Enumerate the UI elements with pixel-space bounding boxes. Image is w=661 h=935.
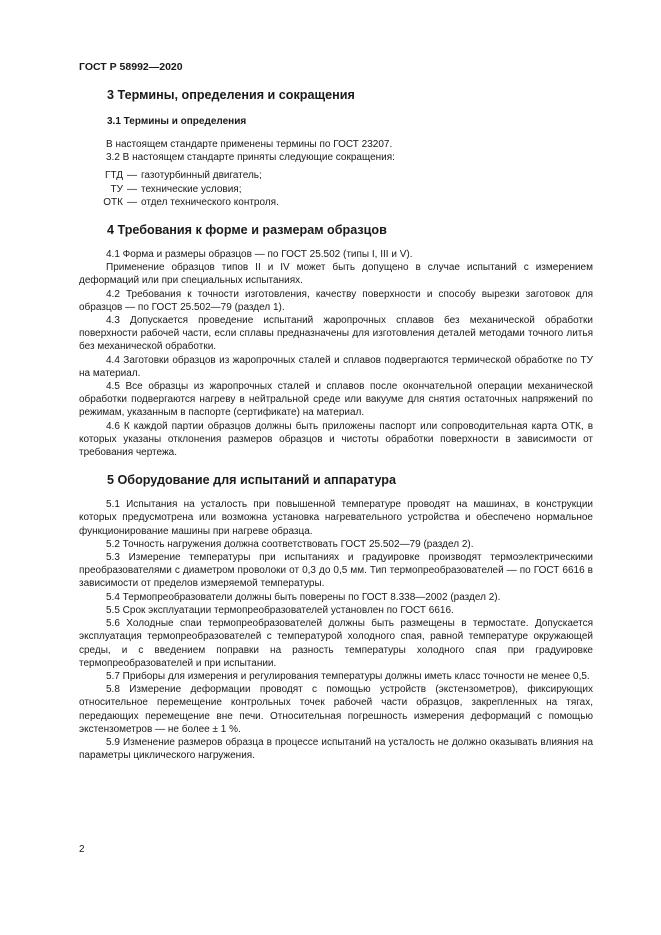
abbreviation-term: ГТД (105, 170, 123, 182)
paragraph: 4.5 Все образцы из жаропрочных сталей и сплавов после окончательной операции механической обработки подвергаются нагреву в нейтральной среде или вакууме для снятия остаточных напряжений по режимам, указанным в паспорте (сертификате) на материал. (79, 381, 593, 419)
paragraph: 5.5 Срок эксплуатации термопреобразователей установлен по ГОСТ 6616. (106, 604, 454, 616)
paragraph: 5.8 Измерение деформации проводят с помощью устройств (экстензометров), фиксирующих относительное перемещение контрольных точек рабочей части образцов, закрепленных на тягах, передающих перемещение вне печи. Относительная погрешность измерения деформаций с помощью экстензометров — не более ± 1 %. (79, 684, 593, 735)
paragraph: 4.6 К каждой партии образцов должны быть приложены паспорт или сопроводительная карта ОТК, в которых указаны отклонения размеров образцов и чистоты обработки поверхности в зависимости от требования чертежа. (79, 420, 593, 459)
abbreviation-row: ТУ — технические условия; (79, 183, 593, 196)
paragraph: Применение образцов типов II и IV может быть допущено в случае испытаний с измерением деформаций или при специальных испытаниях. (79, 262, 593, 287)
abbreviation-row: ОТК — отдел технического контроля. (79, 196, 593, 209)
paragraph: 4.2 Требования к точности изготовления, качеству поверхности и способу вырезки заготовок для образцов — по ГОСТ 25.502—79 (раздел 1). (79, 288, 593, 313)
paragraph: В настоящем стандарте применены термины по ГОСТ 23207. (106, 139, 393, 150)
abbreviation-term: ОТК (103, 196, 123, 208)
page-number: 2 (79, 844, 85, 855)
section-4-title: 4 Требования к форме и размерам образцов (107, 223, 387, 238)
paragraph: 5.3 Измерение температуры при испытаниях и градуировке производят термоэлектрическими преобразователями с диаметром проволоки от 0,3 до 0,5 мм. Тип термопреобразователей — по ГОСТ 6616 в зависимости от пределов измеряемой температуры. (79, 552, 593, 590)
paragraph: 4.4 Заготовки образцов из жаропрочных сталей и сплавов подвергаются термической обработке по ТУ на материал. (79, 354, 593, 379)
paragraph: 5.9 Изменение размеров образца в процессе испытаний на усталость не должно оказывать влияния на параметры циклического нагружения. (79, 736, 593, 762)
abbreviation-definition: технические условия; (141, 183, 242, 195)
abbreviation-row: ГТД — газотурбинный двигатель; (79, 169, 593, 182)
abbreviation-definition: газотурбинный двигатель; (141, 170, 262, 182)
section-3-title: 3 Термины, определения и сокращения (107, 88, 355, 102)
paragraph: 5.1 Испытания на усталость при повышенной температуре проводят на машинах, в конструкции которых предусмотрена или возможна установка нагревательного устройства и обеспечено нормальное функционирование машины при нагреве образца. (79, 499, 593, 537)
paragraph: 5.7 Приборы для измерения и регулирования температуры должны иметь класс точности не менее 0,5. (106, 670, 590, 682)
section-5-title: 5 Оборудование для испытаний и аппаратура (107, 473, 396, 488)
paragraph: 5.6 Холодные спаи термопреобразователей должны быть размещены в термостате. Допускается эксплуатация термопреобразователей с температурой холодного спая, равной температуре окружающей среды, и с введением поправки на разность температуры холодного спая при градуировке термопреобразователей и при испытании. (79, 618, 593, 669)
document-header: ГОСТ Р 58992—2020 (79, 61, 183, 73)
document-body (79, 88, 593, 762)
paragraph: 5.4 Термопреобразователи должны быть поверены по ГОСТ 8.338—2002 (раздел 2). (106, 591, 501, 603)
paragraph: 3.2 В настоящем стандарте приняты следующие сокращения: (106, 152, 395, 164)
abbreviation-definition: отдел технического контроля. (141, 196, 279, 208)
abbreviation-term: ТУ (110, 183, 123, 195)
paragraph: 5.2 Точность нагружения должна соответствовать ГОСТ 25.502—79 (раздел 2). (106, 538, 474, 550)
paragraph: 4.1 Форма и размеры образцов — по ГОСТ 25.502 (типы I, III и V). (106, 249, 413, 261)
paragraph: 4.3 Допускается проведение испытаний жаропрочных сплавов без механической обработки поверхности рабочей части, если сплавы предназначены для изготовления деталей методами точного литья без механической обработки. (79, 315, 593, 353)
subsection-3-1-title: 3.1 Термины и определения (107, 116, 247, 127)
